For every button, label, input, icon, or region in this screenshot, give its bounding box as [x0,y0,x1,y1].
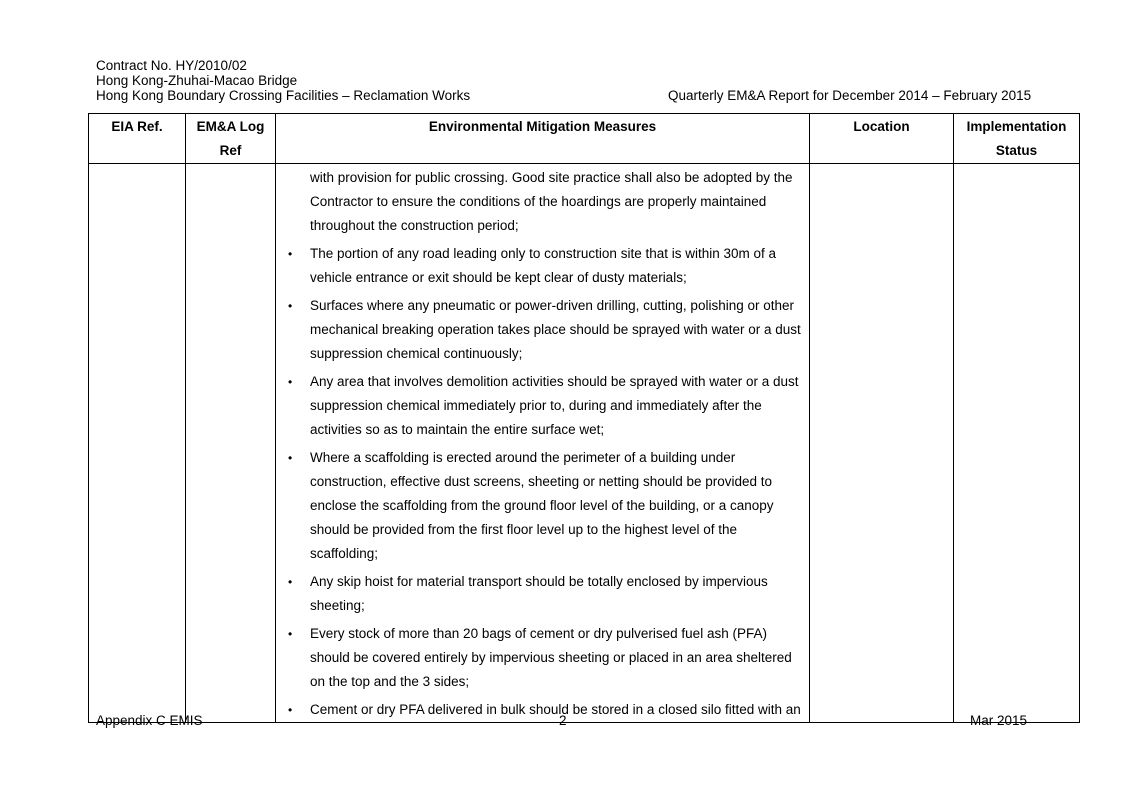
col-header-ema-log-ref [186,114,276,164]
bullet-icon: • [288,575,293,589]
text-line: mechanical breaking operation takes place should be sprayed with water or a dust [310,322,801,337]
table-row [89,164,1080,723]
page-number: 2 [559,713,567,728]
text-line: should be covered entirely by impervious sheeting or placed in an area sheltered [310,650,792,665]
bullet-icon: • [288,247,293,261]
col-header-ema-line1: EM&A Log [196,119,265,134]
text-line: suppression chemical continuously; [310,346,523,361]
bullet-item [276,570,809,618]
bullet-icon: • [288,375,293,389]
text-line: Cement or dry PFA delivered in bulk should be stored in a closed silo fitted with an [310,702,801,717]
report-title: Quarterly EM&A Report for December 2014 – February 2015 [668,88,1032,103]
cell-eia-ref [89,164,186,723]
col-header-implementation [954,114,1080,164]
cell-location [810,164,954,723]
text-line: enclose the scaffolding from the ground floor level of the building, or a canopy [310,498,774,513]
works-title: Hong Kong Boundary Crossing Facilities – Reclamation Works [96,88,471,103]
text-line: Any area that involves demolition activities should be sprayed with water or a dust [310,374,799,389]
text-line: suppression chemical immediately prior to, during and immediately after the [310,398,762,413]
bullet-item [276,446,809,566]
bullet-icon: • [288,627,293,641]
text-line: should be provided from the first floor level up to the highest level of the scaffolding; [310,522,737,561]
bullet-icon: • [288,451,293,465]
cell-implementation-status [954,164,1080,723]
text-line: Where a scaffolding is erected around the perimeter of a building under [310,450,736,465]
bullet-item [276,294,809,366]
text-line: Any skip hoist for material transport should be totally enclosed by impervious [310,574,768,589]
text-line: activities so as to maintain the entire surface wet; [310,422,605,437]
bullet-item [276,242,809,290]
col-header-location: Location [810,114,954,164]
bullet-icon: • [288,703,293,717]
bullet-icon: • [288,299,293,313]
text-line: on the top and the 3 sides; [310,674,470,689]
bullet-item [276,370,809,442]
text-line: The portion of any road leading only to construction site that is within 30m of a [310,246,777,261]
table-header-row [89,114,1080,164]
text-line: vehicle entrance or exit should be kept clear of dusty materials; [310,270,687,285]
col-header-impl-line1: Implementation [966,119,1067,134]
col-header-eia-ref: EIA Ref. [89,114,186,164]
mitigation-table [88,113,1080,723]
text-line: throughout the construction period; [310,218,519,233]
continuation-text [276,164,809,238]
col-header-ema-line2: Ref [219,143,242,158]
bullet-item [276,622,809,694]
bullet-item [276,698,809,722]
cell-ema-log-ref [186,164,276,723]
col-header-measures: Environmental Mitigation Measures [276,114,810,164]
text-line: construction, effective dust screens, sheeting or netting should be provided to [310,474,773,489]
text-line: sheeting; [310,598,365,613]
footer-date: Mar 2015 [970,713,1028,728]
text-line: Every stock of more than 20 bags of cement or dry pulverised fuel ash (PFA) [310,626,767,641]
text-line: Contractor to ensure the conditions of the hoardings are properly maintained [310,194,767,209]
contract-number: Contract No. HY/2010/02 [96,58,247,73]
project-name: Hong Kong-Zhuhai-Macao Bridge [96,73,298,88]
cell-measures [276,164,810,723]
text-line: with provision for public crossing. Good site practice shall also be adopted by the [310,170,793,185]
footer-appendix: Appendix C EMIS [96,713,203,728]
text-line: Surfaces where any pneumatic or power-driven drilling, cutting, polishing or other [310,298,794,313]
col-header-impl-line2: Status [995,143,1038,158]
